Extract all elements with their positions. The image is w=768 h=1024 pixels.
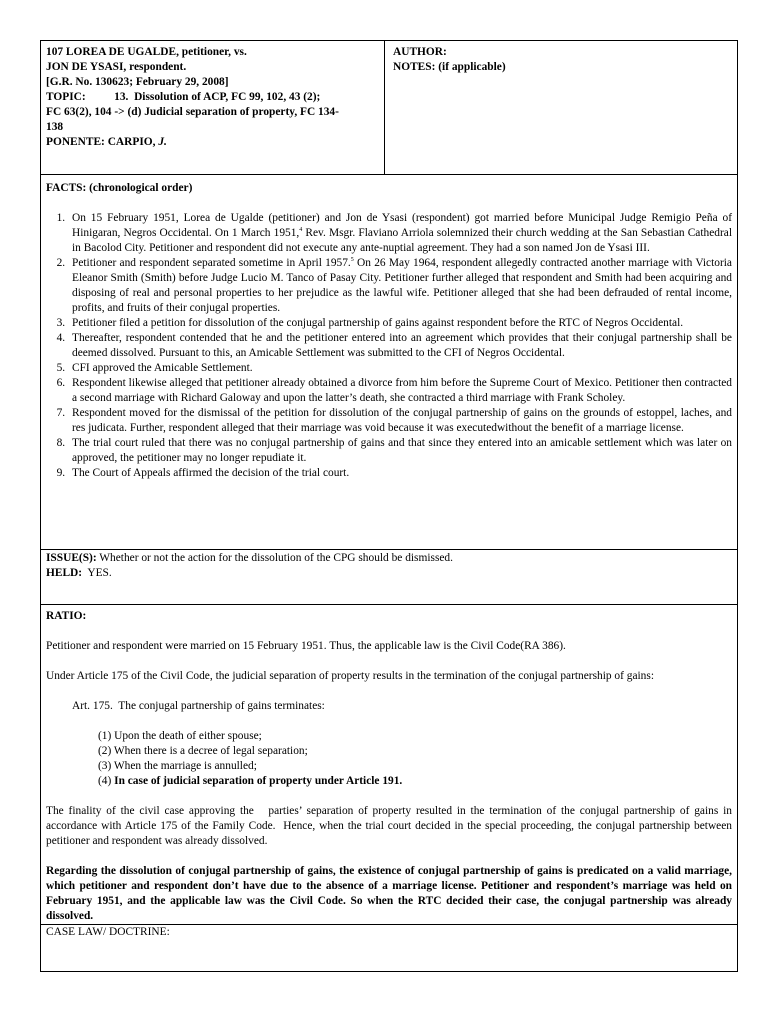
notes-label: NOTES: (if applicable) bbox=[393, 61, 506, 73]
article-list-item: (2) When there is a decree of legal separation; bbox=[98, 745, 308, 757]
case-caption-cell bbox=[41, 41, 385, 174]
fact-item: 3. Petitioner filed a petition for dissolution of the conjugal partnership of gains against respondent before the RTC of Negros Occidental. bbox=[68, 316, 732, 331]
ponente-label: PONENTE: CARPIO, bbox=[46, 136, 159, 148]
issue-held-section bbox=[41, 550, 737, 605]
fact-item: 5. CFI approved the Amicable Settlement. bbox=[68, 361, 732, 376]
facts-section bbox=[41, 175, 737, 550]
fact-item: 1. On 15 February 1951, Lorea de Ugalde (petitioner) and Jon de Ysasi (respondent) got married before Municipal Judge Remigio Peña of Hinigaran, Negros Occidental. On 1 March 1951,$^4$ Rev. Msgr. Flaviano Arriola solemnized their church wedding at the San Sebastian Cathedral in Bacolod City. Petitioner and respondent did not execute any ante-nuptial agreement. They had a son named Jon de Ysasi III. bbox=[68, 211, 732, 256]
ratio-conclusion: Regarding the dissolution of conjugal partnership of gains, the existence of conjugal partnership of gains is predicated on a valid marriage, which petitioner and respondent don’t have due to the absence of a marriage license. Petitioner and respondent’s marriage was held on February 1951, and the applicable law was the Civil Code. So when the RTC decided their case, the conjugal partnership was already dissolved. bbox=[46, 865, 732, 922]
case-law-label: CASE LAW/ DOCTRINE: bbox=[46, 926, 170, 938]
ratio-paragraph: Petitioner and respondent were married on 15 February 1951. Thus, the applicable law is the Civil Code(RA 386). bbox=[46, 640, 566, 652]
fact-item: 9. The Court of Appeals affirmed the decision of the trial court. bbox=[68, 466, 732, 481]
facts-title: FACTS: (chronological order) bbox=[46, 182, 193, 194]
ratio-paragraph: Under Article 175 of the Civil Code, the judicial separation of property results in the termination of the conjugal partnership of gains: bbox=[46, 670, 654, 682]
ponente-line bbox=[46, 135, 379, 150]
fact-item: 7. Respondent moved for the dismissal of the petition for dissolution of the conjugal partnership of gains on the grounds of estoppel, laches, and res judicata. Further, respondent alleged that their marriage was void because it was executedwithout the benefit of a marriage license. bbox=[68, 406, 732, 436]
ratio-section bbox=[41, 605, 737, 925]
fact-item: 8. The trial court ruled that there was no conjugal partnership of gains and that since they entered into an amicable settlement which was later on approved, the petitioner may no longer repudiate it. bbox=[68, 436, 732, 466]
fact-item: 4. Thereafter, respondent contended that he and the petitioner entered into an agreement which provides that their conjugal partnership shall be deemed dissolved. Pursuant to this, an Amicable Settlement was submitted to the CFI of Negros Occidental. bbox=[68, 331, 732, 361]
ratio-title: RATIO: bbox=[46, 610, 87, 622]
header-row bbox=[41, 41, 737, 175]
issue-line bbox=[46, 551, 732, 566]
article-list bbox=[46, 729, 732, 789]
caption-line: JON DE YSASI, respondent. bbox=[46, 61, 187, 73]
caption-line: 107 LOREA DE UGALDE, petitioner, vs. bbox=[46, 46, 247, 58]
article-list-item: (1) Upon the death of either spouse; bbox=[98, 730, 262, 742]
ponente-j: J. bbox=[158, 136, 167, 148]
article-list-item: (3) When the marriage is annulled; bbox=[98, 760, 257, 772]
case-digest-table bbox=[40, 40, 738, 972]
held-text: YES. bbox=[82, 567, 112, 579]
article-list-item: (4) In case of judicial separation of property under Article 191. bbox=[98, 775, 403, 787]
fact-item: 6. Respondent likewise alleged that petitioner already obtained a divorce from him before the Supreme Court of Mexico. Petitioner then contracted a second marriage with Richard Galoway and upon the latter’s death, she contracted a third marriage with Frank Scholey. bbox=[68, 376, 732, 406]
fact-item: 2. Petitioner and respondent separated sometime in April 1957.$^5$ On 26 May 1964, respondent allegedly contracted another marriage with Victoria Eleanor Smith (Smith) before Judge Lucio M. Tanco of Pasay City. Petitioner further alleged that respondent and Smith had been acquiring and disposing of real and personal properties to her prejudice as the lawful wife. Petitioner alleged that she had been defrauded of rental income, profits, and fruits of their conjugal properties. bbox=[68, 256, 732, 316]
topic-line: TOPIC: 13. Dissolution of ACP, FC 99, 102, 43 (2); bbox=[46, 91, 321, 103]
caption-line: [G.R. No. 130623; February 29, 2008] bbox=[46, 76, 229, 88]
held-line bbox=[46, 566, 732, 581]
article-heading: Art. 175. The conjugal partnership of gains terminates: bbox=[72, 700, 325, 712]
author-notes-cell bbox=[385, 41, 737, 174]
issue-label: ISSUE(S): bbox=[46, 552, 97, 564]
ratio-paragraph: The finality of the civil case approving the parties’ separation of property resulted in the termination of the conjugal partnership of gains in accordance with Article 175 of the Family Code. Hence, when the trial court decided in the special proceeding, the conjugal partnership between petitioner and respondent was already dissolved. bbox=[46, 805, 735, 847]
topic-line: FC 63(2), 104 -> (d) Judicial separation of property, FC 134- bbox=[46, 106, 339, 118]
case-law-section bbox=[41, 925, 737, 971]
held-label: HELD: bbox=[46, 567, 83, 579]
topic-line: 138 bbox=[46, 121, 64, 133]
author-label: AUTHOR: bbox=[393, 46, 447, 58]
issue-text: Whether or not the action for the dissolution of the CPG should be dismissed. bbox=[96, 552, 453, 564]
facts-list bbox=[46, 211, 732, 481]
